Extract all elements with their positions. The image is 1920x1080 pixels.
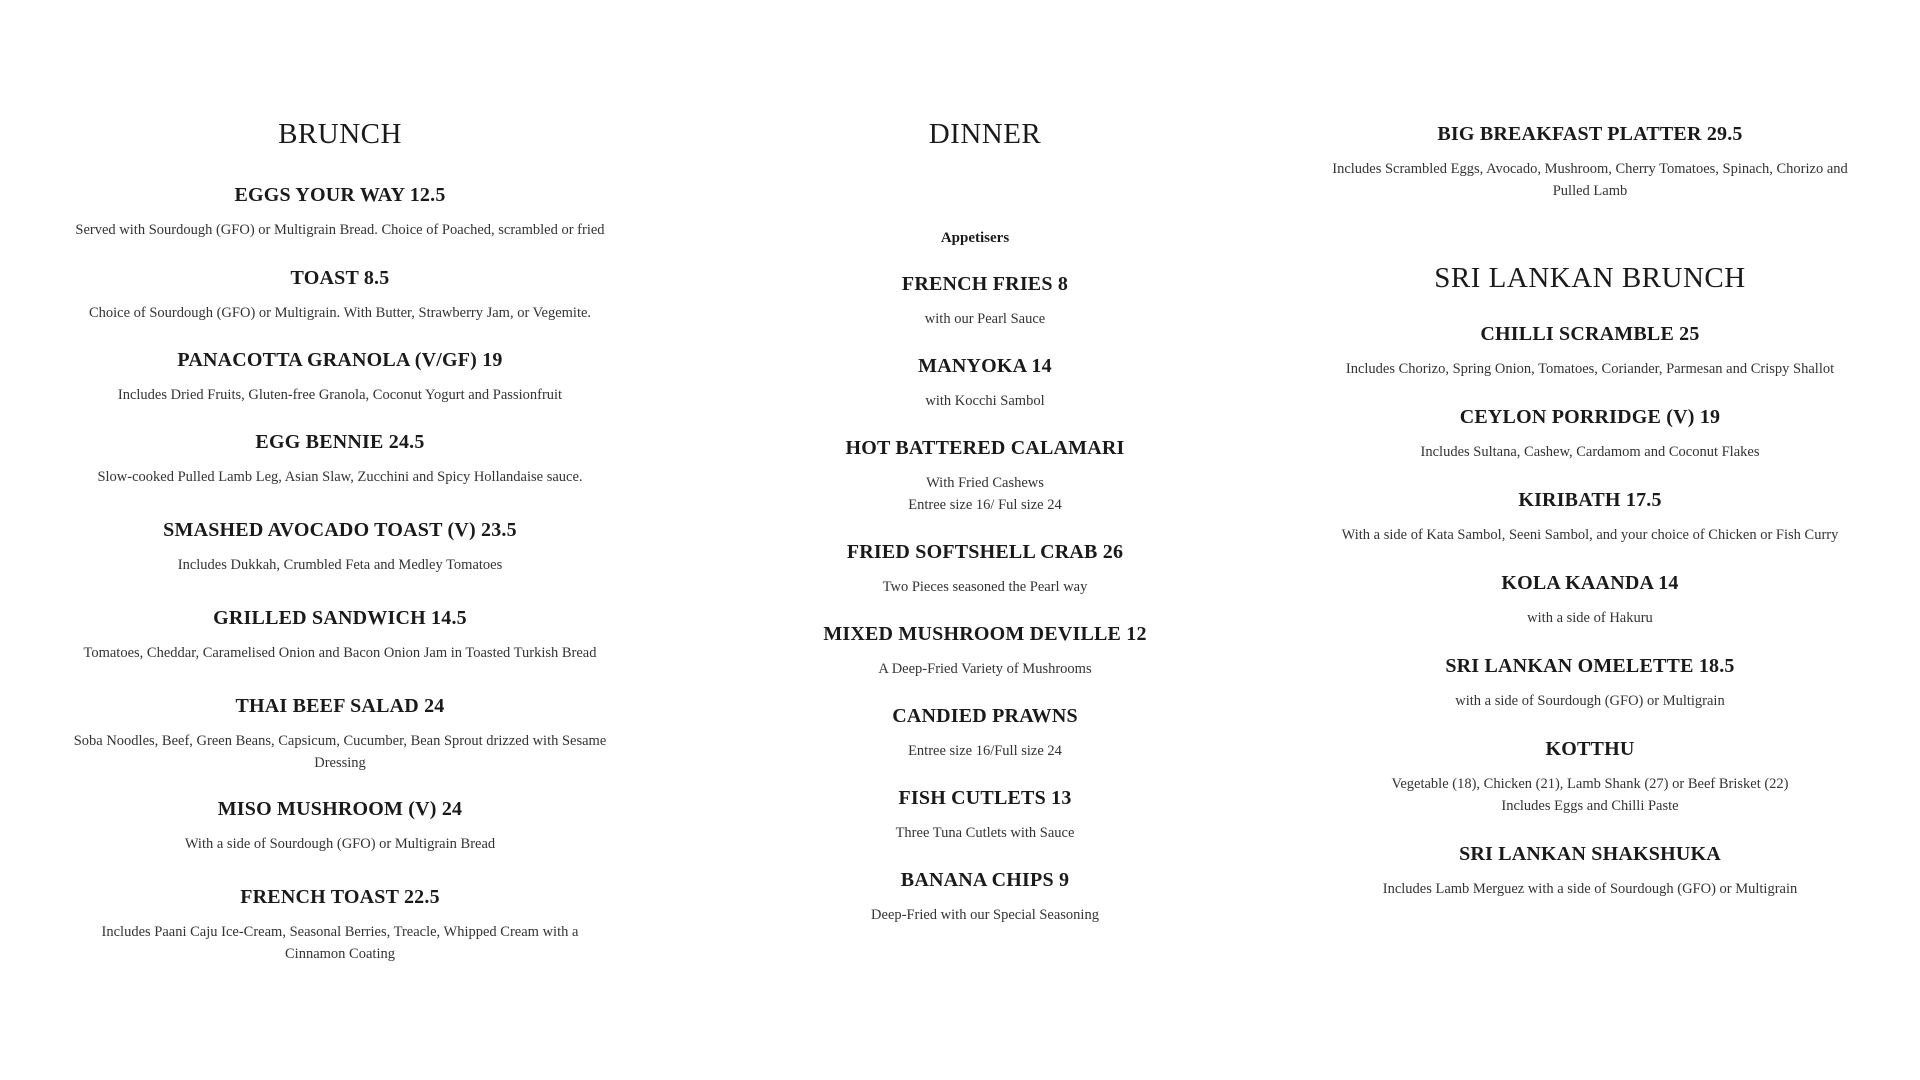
menu-item-description: With Fried Cashews [926, 475, 1044, 491]
menu-item-description: With a side of Sourdough (GFO) or Multigrain Bread [184, 836, 496, 852]
menu-item-description: Includes Sultana, Cashew, Cardamom and Coconut Flakes [1420, 444, 1760, 460]
menu-item-description: Includes Scrambled Eggs, Avocado, Mushroom, Cherry Tomatoes, Spinach, Chorizo and Pulled Lamb [1332, 161, 1848, 199]
menu-item-name: PANACOTTA GRANOLA (V/GF) 19 [177, 349, 503, 371]
appetisers-subheading: Appetisers [940, 230, 1010, 246]
menu-item-name: MISO MUSHROOM (V) 24 [217, 798, 463, 820]
menu-item-name: FRIED SOFTSHELL CRAB 26 [846, 541, 1124, 563]
menu-item [1310, 322, 1870, 380]
dinner-title: DINNER [928, 118, 1042, 150]
menu-item-description: Choice of Sourdough (GFO) or Multigrain. With Butter, Strawberry Jam, or Vegemite. [88, 305, 592, 321]
menu-item-includes: Includes Eggs and Chilli Paste [1501, 798, 1679, 814]
menu-item-name: SRI LANKAN SHAKSHUKA [1459, 843, 1721, 865]
menu-item-name: MIXED MUSHROOM DEVILLE 12 [823, 623, 1147, 645]
menu-item [60, 266, 620, 324]
big-breakfast-item [1310, 122, 1870, 202]
menu-item-name: GRILLED SANDWICH 14.5 [213, 607, 467, 629]
menu-item-name: KOLA KAANDA 14 [1501, 572, 1679, 594]
menu-item [790, 622, 1180, 680]
menu-item-name: FRENCH TOAST 22.5 [240, 886, 440, 908]
menu-item [60, 885, 620, 965]
menu-item-description: Tomatoes, Cheddar, Caramelised Onion and Bacon Onion Jam in Toasted Turkish Bread [83, 645, 597, 661]
menu-item-name: HOT BATTERED CALAMARI [845, 437, 1125, 459]
menu-item-description: Includes Chorizo, Spring Onion, Tomatoes, Coriander, Parmesan and Crispy Shallot [1345, 361, 1835, 377]
menu-item [1310, 571, 1870, 629]
menu-item-name: KOTTHU [1545, 738, 1635, 760]
menu-item-name: FISH CUTLETS 13 [898, 787, 1072, 809]
menu-item-name: KIRIBATH 17.5 [1518, 489, 1662, 511]
menu-item-name: MANYOKA 14 [918, 355, 1052, 377]
menu-item-description: Served with Sourdough (GFO) or Multigrain Bread. Choice of Poached, scrambled or fried [75, 222, 605, 238]
menu-item-name: SRI LANKAN OMELETTE 18.5 [1445, 655, 1735, 677]
menu-item-name: EGGS YOUR WAY 12.5 [234, 184, 446, 206]
menu-item-sizes: Entree size 16/ Ful size 24 [908, 497, 1062, 513]
menu-item [60, 606, 620, 664]
sri-lankan-brunch-title: SRI LANKAN BRUNCH [1434, 262, 1746, 294]
menu-item-name: TOAST 8.5 [290, 267, 390, 289]
menu-item-name: CHILLI SCRAMBLE 25 [1480, 323, 1700, 345]
menu-item-name: THAI BEEF SALAD 24 [235, 695, 445, 717]
menu-item [1310, 654, 1870, 712]
menu-item-description: Includes Lamb Merguez with a side of Sourdough (GFO) or Multigrain [1382, 881, 1798, 897]
menu-item [1310, 737, 1870, 817]
menu-item [1310, 405, 1870, 463]
menu-item-description: Includes Paani Caju Ice-Cream, Seasonal Berries, Treacle, Whipped Cream with a Cinnamon Coating [101, 924, 579, 962]
menu-item-description: Includes Dukkah, Crumbled Feta and Medley Tomatoes [177, 557, 503, 573]
menu-item [60, 694, 620, 774]
menu-item [790, 436, 1180, 516]
menu-item [60, 183, 620, 241]
menu-item [60, 348, 620, 406]
menu-item [1310, 488, 1870, 546]
menu-item [60, 518, 620, 576]
menu-item [790, 272, 1180, 330]
menu-item-description: With a side of Kata Sambol, Seeni Sambol, and your choice of Chicken or Fish Curry [1341, 527, 1839, 543]
menu-item [790, 704, 1180, 762]
menu-item [790, 786, 1180, 844]
menu-item-description: Vegetable (18), Chicken (21), Lamb Shank (27) or Beef Brisket (22) [1391, 776, 1789, 792]
menu-item [60, 430, 620, 488]
menu-item-name: CEYLON PORRIDGE (V) 19 [1459, 406, 1721, 428]
menu-item-name: CANDIED PRAWNS [892, 705, 1078, 727]
menu-item [60, 797, 620, 855]
menu-item-description: Entree size 16/Full size 24 [908, 743, 1062, 759]
menu-item [790, 540, 1180, 598]
menu-item-name: BIG BREAKFAST PLATTER 29.5 [1437, 123, 1743, 145]
menu-item-description: Soba Noodles, Beef, Green Beans, Capsicum, Cucumber, Bean Sprout drizzed with Sesame Dressing [73, 733, 607, 771]
menu-item-description: with a side of Hakuru [1527, 610, 1653, 626]
menu-item-description: with our Pearl Sauce [924, 311, 1046, 327]
menu-item-description: Three Tuna Cutlets with Sauce [895, 825, 1075, 841]
menu-item-description: with a side of Sourdough (GFO) or Multigrain [1455, 693, 1725, 709]
menu-item-description: Two Pieces seasoned the Pearl way [882, 579, 1088, 595]
menu-item [790, 868, 1180, 926]
menu-item-description: Includes Dried Fruits, Gluten-free Granola, Coconut Yogurt and Passionfruit [117, 387, 563, 403]
menu-item-description: Slow-cooked Pulled Lamb Leg, Asian Slaw, Zucchini and Spicy Hollandaise sauce. [97, 469, 583, 485]
menu-item-name: BANANA CHIPS 9 [900, 869, 1070, 891]
menu-item-name: SMASHED AVOCADO TOAST (V) 23.5 [163, 519, 517, 541]
menu-item-description: with Kocchi Sambol [925, 393, 1045, 409]
menu-item [790, 354, 1180, 412]
menu-item-description: A Deep-Fried Variety of Mushrooms [878, 661, 1092, 677]
menu-item-description: Deep-Fried with our Special Seasoning [871, 907, 1099, 923]
menu-item [1310, 842, 1870, 900]
menu-item-name: EGG BENNIE 24.5 [255, 431, 425, 453]
brunch-title: BRUNCH [278, 118, 402, 150]
menu-item-name: FRENCH FRIES 8 [901, 273, 1069, 295]
